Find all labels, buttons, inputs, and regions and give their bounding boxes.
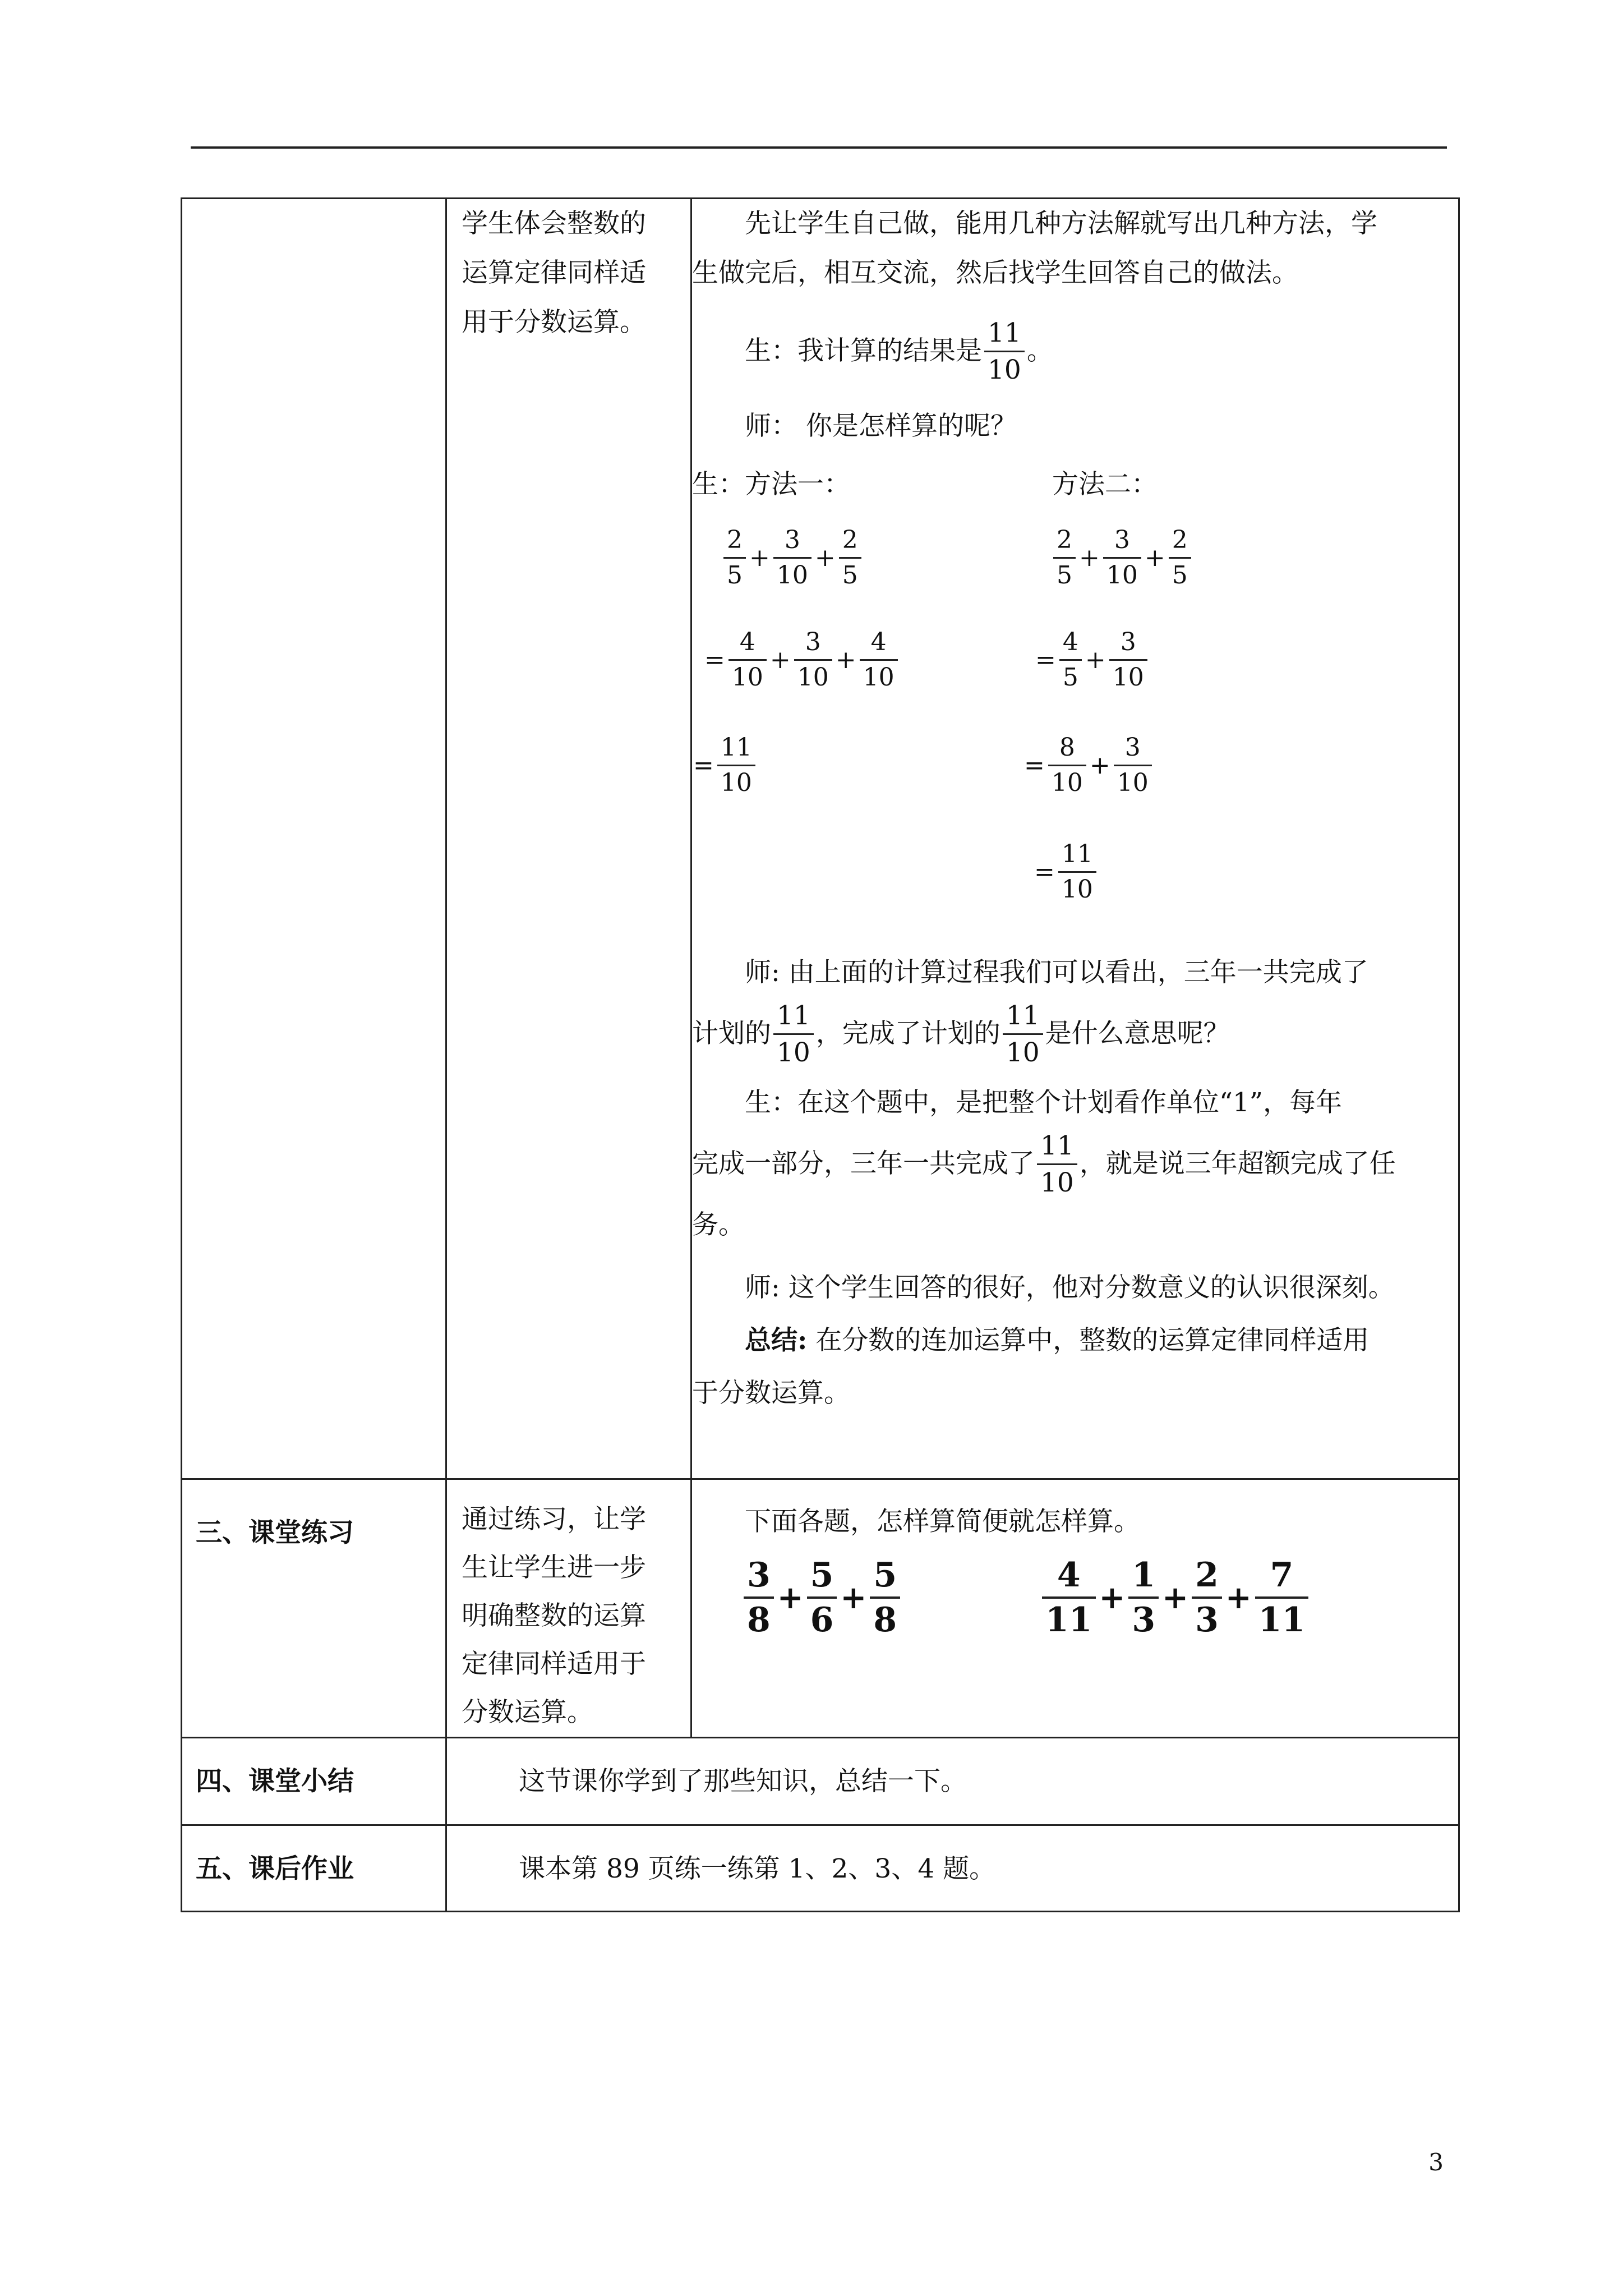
plus-sign: +: [1089, 751, 1110, 780]
numerator: 5: [873, 1556, 897, 1595]
method2-step2: [1034, 630, 1150, 690]
equals-sign: =: [1034, 857, 1055, 886]
denominator: 5: [1059, 659, 1082, 690]
denominator: 10: [794, 659, 832, 690]
teacher-comment: 师: 这个学生回答的很好，他对分数意义的认识很深刻。: [745, 1272, 1395, 1303]
denominator: 10: [860, 659, 898, 690]
summary-line2: 于分数运算。: [692, 1378, 850, 1409]
table-row-homework: [182, 1825, 1459, 1912]
fraction: [1255, 1556, 1309, 1640]
denominator: 10: [717, 765, 755, 795]
plus-sign: +: [1099, 1579, 1126, 1616]
fraction-11-10: $\frac{11}{10}$: [984, 320, 1025, 383]
summary-text: 在分数的连加运算中，整数的运算定律同样适用: [807, 1325, 1370, 1356]
plus-sign: +: [749, 543, 770, 572]
denominator: 10: [1048, 765, 1086, 795]
practice-expressions: [692, 1558, 1458, 1659]
table-row-practice: [182, 1479, 1459, 1738]
numerator: 2: [842, 526, 858, 554]
lesson-plan-table: [181, 197, 1460, 1912]
summary-line: [692, 1314, 1458, 1367]
stage-cell: [182, 1738, 446, 1825]
stage-cell-empty: [182, 199, 446, 1479]
goal-cell: [446, 199, 691, 1479]
plus-sign: +: [814, 543, 836, 572]
teacher-remark-line2: [692, 999, 1458, 1069]
student-explanation: 生：在这个题中，是把整个计划看作单位“1”，每年: [745, 1087, 1342, 1118]
intro-line: 生做完后，相互交流，然后找学生回答自己的做法。: [692, 257, 1298, 288]
fraction: [1059, 630, 1082, 690]
fraction: [728, 630, 767, 690]
method1-step2: [703, 630, 900, 690]
fraction: [723, 528, 746, 588]
equals-sign: =: [1024, 751, 1045, 780]
plus-sign: +: [1079, 543, 1100, 572]
plus-sign: +: [1085, 645, 1106, 674]
numerator: 4: [870, 628, 887, 656]
denominator: 3: [1192, 1596, 1222, 1637]
text: 完成一部分，三年一共完成了: [692, 1148, 1035, 1179]
numerator: 1: [1132, 1556, 1156, 1595]
intro-line: 先让学生自己做，能用几种方法解就写出几种方法，学: [745, 208, 1377, 239]
period: 。: [1026, 335, 1053, 366]
teacher-question: 师： 你是怎样算的呢？: [745, 411, 1017, 441]
fraction: [839, 528, 861, 588]
fraction-11-10: $\frac{11}{10}$: [1003, 1002, 1043, 1066]
summary-row-text: 这节课你学到了那些知识，总结一下。: [519, 1766, 967, 1797]
table-row-summary: [182, 1738, 1459, 1825]
practice-expression-1: [741, 1556, 902, 1640]
method2-step1: [1051, 528, 1193, 588]
homework-row-text: 课本第 89 页练一练第 1、2、3、4 题。: [519, 1853, 996, 1884]
fraction: [744, 1556, 774, 1640]
teacher-remark: 师: 由上面的计算过程我们可以看出，三年一共完成了: [745, 957, 1368, 988]
content-cell: [446, 1825, 1459, 1912]
activity-cell: [691, 1479, 1459, 1738]
goal-line: 通过练习，让学: [462, 1504, 646, 1535]
numerator: 3: [1120, 628, 1136, 656]
goal-line: 明确整数的运算: [462, 1600, 646, 1631]
denominator: 11: [1042, 1596, 1096, 1637]
goal-line: 运算定律同样适: [462, 257, 646, 288]
method1-step3: [692, 735, 758, 795]
plus-sign: +: [777, 1579, 804, 1616]
goal-cell: [446, 1479, 691, 1738]
goal-line: 学生体会整数的: [462, 208, 646, 239]
fraction: [1109, 630, 1147, 690]
numerator: 2: [1057, 526, 1072, 554]
goal-line: 分数运算。: [462, 1697, 593, 1728]
goal-line: 定律同样适用于: [462, 1649, 646, 1680]
plus-sign: +: [1225, 1579, 1252, 1616]
numerator: 2: [1195, 1556, 1219, 1595]
fraction: [1042, 1556, 1096, 1640]
numerator: 3: [784, 526, 800, 554]
table-row-continuation: [182, 199, 1459, 1479]
numerator: 4: [1062, 628, 1078, 656]
numerator: 3: [805, 628, 821, 656]
numerator: 3: [1124, 733, 1141, 762]
denominator: 5: [723, 557, 746, 588]
fraction-11-10: $\frac{11}{10}$: [1037, 1133, 1077, 1196]
fraction: [1192, 1556, 1222, 1640]
method2-step3: [1023, 735, 1154, 795]
plus-sign: +: [840, 1579, 867, 1616]
denominator: 10: [1103, 557, 1141, 588]
header-rule: [191, 146, 1447, 149]
fraction: [1048, 735, 1086, 795]
equals-sign: =: [1035, 645, 1056, 674]
method-labels: [692, 458, 1458, 511]
fraction: [1114, 735, 1152, 795]
numerator: 5: [810, 1556, 834, 1595]
method2-step4: [1033, 842, 1099, 902]
fraction: [870, 1556, 900, 1640]
fraction: [1103, 528, 1141, 588]
plus-sign: +: [1144, 543, 1165, 572]
denominator: 10: [1109, 659, 1147, 690]
stage-cell: [182, 1479, 446, 1738]
stage-cell: [182, 1825, 446, 1912]
practice-expression-2: [1040, 1556, 1311, 1640]
numerator: 3: [1114, 526, 1130, 554]
activity-cell: [691, 199, 1459, 1479]
fraction: [1058, 842, 1096, 902]
numerator: 4: [1057, 1556, 1081, 1595]
denominator: 5: [1169, 557, 1191, 588]
denominator: 5: [839, 557, 861, 588]
numerator: 8: [1059, 733, 1075, 762]
numerator: 11: [1061, 840, 1093, 868]
goal-line: 生让学生进一步: [462, 1552, 646, 1583]
denominator: 8: [870, 1596, 900, 1637]
fraction-11-10: $\frac{11}{10}$: [773, 1002, 814, 1066]
fraction: [807, 1556, 837, 1640]
student-answer-text: 生：我计算的结果是: [745, 335, 982, 366]
denominator: 8: [744, 1596, 774, 1637]
text: 计划的: [692, 1018, 771, 1049]
fraction: [860, 630, 898, 690]
student-explanation-line2: [692, 1129, 1458, 1199]
fraction: [717, 735, 755, 795]
summary-label: 总结:: [745, 1325, 808, 1356]
equals-sign: =: [704, 645, 725, 674]
denominator: 6: [807, 1596, 837, 1637]
denominator: 10: [1058, 871, 1096, 902]
fraction: [1169, 528, 1191, 588]
numerator: 2: [1172, 526, 1188, 554]
stage-label: 四、课堂小结: [196, 1766, 354, 1797]
numerator: 3: [747, 1556, 771, 1595]
plus-sign: +: [769, 645, 791, 674]
numerator: 11: [720, 733, 752, 762]
method2-label: 方法二：: [1052, 469, 1158, 500]
fraction: [1053, 528, 1076, 588]
denominator: 11: [1255, 1596, 1309, 1637]
fraction: [794, 630, 832, 690]
fraction: [1128, 1556, 1159, 1640]
stage-label: 五、课后作业: [196, 1853, 354, 1884]
denominator: 5: [1053, 557, 1076, 588]
fraction: [773, 528, 811, 588]
text: ，完成了计划的: [815, 1018, 1000, 1049]
student-explanation-line3: 务。: [692, 1209, 745, 1240]
plus-sign: +: [1162, 1579, 1189, 1616]
plus-sign: +: [835, 645, 856, 674]
equals-sign: =: [693, 751, 714, 780]
goal-line: 用于分数运算。: [462, 307, 646, 338]
numerator: 4: [739, 628, 755, 656]
numerator: 2: [727, 526, 743, 554]
denominator: 10: [773, 557, 811, 588]
content-cell: [446, 1738, 1459, 1825]
stage-label: 三、课堂练习: [196, 1517, 354, 1548]
denominator: 10: [1114, 765, 1152, 795]
method1-label: 生：方法一：: [692, 469, 850, 500]
page-number: 3: [1428, 2148, 1444, 2176]
numerator: 7: [1270, 1556, 1294, 1595]
text: ，就是说三年超额完成了任: [1079, 1148, 1396, 1179]
text: 是什么意思呢？: [1045, 1018, 1230, 1049]
denominator: 3: [1128, 1596, 1159, 1637]
practice-prompt: 下面各题，怎样算简便就怎样算。: [745, 1506, 1140, 1537]
student-answer-line: [692, 315, 1458, 388]
denominator: 10: [728, 659, 767, 690]
calculation-area: [692, 511, 1458, 937]
method1-step1: [721, 528, 864, 588]
